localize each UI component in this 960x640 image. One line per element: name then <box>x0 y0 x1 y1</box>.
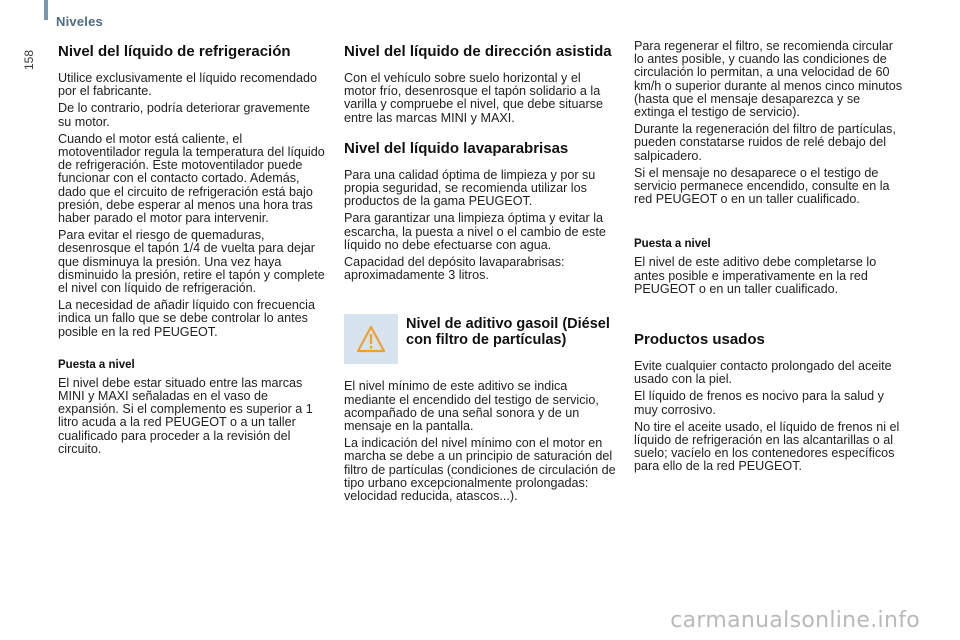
power-steering-p1: Con el vehículo sobre suelo horizontal y el motor frío, desenrosque el tapón solidario a la varilla y compruebe el nivel, que debe situarse entre las marcas MINI y MAXI. <box>344 71 604 125</box>
column-regeneration-products <box>634 40 904 478</box>
washer-p3: Para garantizar una limpieza óptima y evitar la escarcha, la puesta a nivel o el cambio de este líquido no debe efectuarse con agua. <box>344 211 606 252</box>
regeneration-p1: Para regenerar el filtro, se recomienda circular lo antes posible, y cuando las condiciones de circulación lo permitan, a una velocidad de 60 km/h o superior durante al menos cinco minutos (hasta que el mensaje desaparezca y se extinga el testigo de servicio). <box>634 39 903 120</box>
column-coolant <box>58 40 326 460</box>
coolant-p4: Para evitar el riesgo de quemaduras, desenrosque el tapón 1/4 de vuelta para dejar que disminuya la presión. Una vez haya disminuido la presión, retire el tapón y complete el nivel con líquido de refrigeración. <box>58 228 325 296</box>
regeneration-p2: Durante la regeneración del filtro de partículas, pueden constatarse ruidos de relé debajo del salpicadero. <box>634 122 896 163</box>
additive-header <box>344 314 616 364</box>
used-products-p7: No tire el aceite usado, el líquido de frenos ni el líquido de refrigeración en las alcantarillas o al suelo; vacíelo en los contenedores específicos para ello de la red PEUGEOT. <box>634 419 900 474</box>
coolant-p1: Utilice exclusivamente el líquido recomendado por el fabricante. <box>58 71 318 99</box>
coolant-title: Nivel del líquido de refrigeración <box>58 43 291 60</box>
coolant-refill-subtitle: Puesta a nivel <box>58 358 135 371</box>
washer-p4: Capacidad del depósito lavaparabrisas: aproximadamente 3 litros. <box>344 255 565 283</box>
power-steering-title: Nivel del líquido de dirección asistida <box>344 43 612 60</box>
page-number: 158 <box>22 49 36 70</box>
washer-p2: Para una calidad óptima de limpieza y por su propia seguridad, se recomienda utilizar los productos de la gama PEUGEOT. <box>344 167 596 209</box>
section-header: Niveles <box>56 14 103 29</box>
additive-p5: El nivel mínimo de este aditivo se indica mediante el encendido del testigo de servicio, acompañado de una señal sonora y de un mensaje en la pantalla. <box>344 379 599 434</box>
used-products-title: Productos usados <box>634 331 765 349</box>
additive-p6: La indicación del nivel mínimo con el motor en marcha se debe a un principio de saturación del filtro de partículas (condiciones de circulación de tipo urbano excepcionalmente prolongadas: velocidad reducida, atascos...). <box>344 436 616 504</box>
additive-title: Nivel de aditivo gasoil (Diésel con filtro de partículas) <box>406 316 610 349</box>
warning-triangle-icon <box>344 314 398 364</box>
section-accent-bar <box>44 0 48 20</box>
coolant-p5: La necesidad de añadir líquido con frecuencia indica un fallo que se debe controlar lo antes posible en la red PEUGEOT. <box>58 298 315 339</box>
regeneration-p3: Si el mensaje no desaparece o el testigo de servicio permanece encendido, consulte en la red PEUGEOT o en un taller cualificado. <box>634 165 890 207</box>
watermark: carmanualsonline.info <box>670 608 920 633</box>
coolant-p3: Cuando el motor está caliente, el motoventilador regula la temperatura del líquido de refrigeración. Este motoventilador puede funcionar con el contacto cortado. Además, dado que el circuito de refrigeración está bajo presión, debe esperar al menos una hora tras haber parado el motor para intervenir. <box>58 131 325 226</box>
coolant-p2: De lo contrario, podría deteriorar gravemente su motor. <box>58 101 311 129</box>
column-power-steering-washer-additive <box>344 40 616 507</box>
coolant-p6: El nivel debe estar situado entre las marcas MINI y MAXI señaladas en el vaso de expansión. Si el complemento es superior a 1 litro acuda a la red PEUGEOT o a un taller cualificado para proceder a la revisión del circuito. <box>58 375 313 456</box>
additive-refill-subtitle: Puesta a nivel <box>634 238 711 251</box>
used-products-p6: El líquido de frenos es nocivo para la salud y muy corrosivo. <box>634 389 884 417</box>
washer-title: Nivel del líquido lavaparabrisas <box>344 139 569 157</box>
additive-refill-p4: El nivel de este aditivo debe completarse lo antes posible e imperativamente en la red PEUGEOT o en un taller cualificado. <box>634 255 877 296</box>
used-products-p5: Evite cualquier contacto prolongado del aceite usado con la piel. <box>634 359 892 387</box>
